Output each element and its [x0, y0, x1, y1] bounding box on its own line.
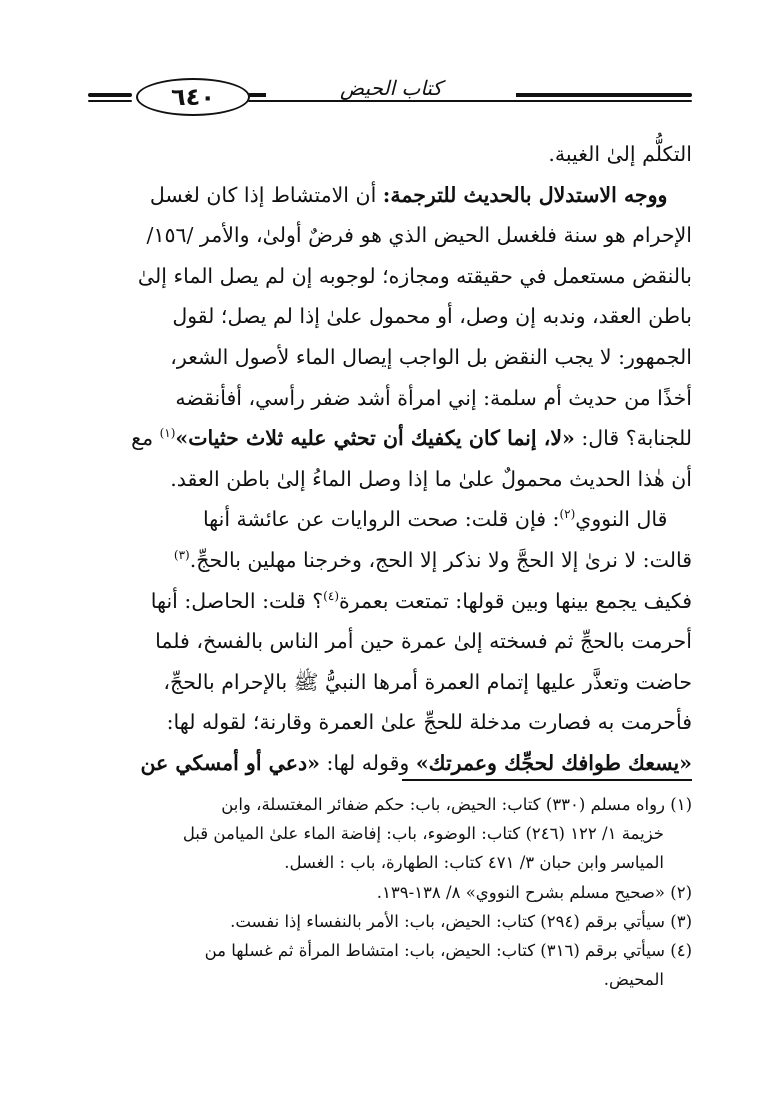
page-header [88, 72, 692, 122]
footnote-1-cont: المياسر وابن حبان ٣/ ٤٧١ كتاب: الطهارة، باب : الغسل. [284, 853, 664, 873]
text-line [100, 540, 692, 581]
footnote-marker: (١) [159, 426, 176, 441]
footnote-marker: (٢) [559, 507, 576, 522]
text-span: للجنابة؟ قال: [574, 426, 692, 451]
text-line: بالنقض مستعمل في حقيقته ومجازه؛ لوجوبه إن لم يصل الماء إلىٰ [137, 263, 692, 288]
text-span: ؟ قلت: الحاصل: أنها [150, 588, 324, 613]
bold-phrase: ووجه الاستدلال بالحديث للترجمة: [382, 182, 668, 207]
text-span: قالت: لا نرىٰ إلا الحجَّ ولا نذكر إلا الحج، وخرجنا مهلين بالحجِّ. [189, 547, 692, 572]
footnote-4: (٤) سيأتي برقم (٣١٦) كتاب: الحيض، باب: امتشاط المرأة ثم غسلها من [204, 941, 692, 961]
text-span: : فإن قلت: صحت الروايات عن عائشة أنها [202, 507, 560, 532]
footnote-1-cont: خزيمة ١/ ١٢٢ (٢٤٦) كتاب: الوضوء، باب: إفاضة الماء علىٰ الميامن قبل [182, 824, 664, 844]
footnotes [100, 790, 692, 994]
footnote-3: (٣) سيأتي برقم (٢٩٤) كتاب: الحيض، باب: الأمر بالنفساء إذا نفست. [230, 911, 692, 931]
page-number: ٦٤٠ [136, 78, 250, 116]
header-rule-right-thin [248, 100, 692, 102]
footnote-marker: (٤) [323, 588, 339, 603]
text-line: الجمهور: لا يجب النقض بل الواجب إيصال الماء لأصول الشعر، [170, 344, 692, 369]
text-span: قال النووي [575, 507, 668, 532]
main-text [100, 134, 692, 784]
text-line [100, 499, 692, 540]
text-line [100, 581, 692, 622]
text-line: فأحرمت به فصارت مدخلة للحجِّ علىٰ العمرة وقارنة؛ لقوله لها: [166, 710, 692, 735]
text-line: الإحرام هو سنة فلغسل الحيض الذي هو فرضٌ أولىٰ، والأمر /١٥٦/ [146, 223, 692, 248]
text-line: أحرمت بالحجِّ ثم فسخته إلىٰ عمرة حين أمر الناس بالفسخ، فلما [155, 629, 692, 654]
header-rule-left [88, 93, 132, 97]
text-line [100, 418, 692, 459]
text-line [100, 175, 692, 216]
text-span: فكيف يجمع بينها وبين قولها: تمتعت بعمرة [339, 588, 692, 613]
text-line: أن هٰذا الحديث محمولٌ علىٰ ما إذا وصل الماءُ إلىٰ باطن العقد. [170, 466, 692, 491]
hadith-quote: «لا، إنما كان يكفيك أن تحثي عليه ثلاث حثيات» [175, 426, 575, 451]
text-line: حاضت وتعذَّر عليها إتمام العمرة أمرها النبيُّ ﷺ بالإحرام بالحجِّ، [163, 669, 692, 694]
footnote-2: (٢) «صحيح مسلم بشرح النووي» ٨/ ١٣٨-١٣٩. [376, 882, 692, 902]
footnote-1: (١) رواه مسلم (٣٣٠) كتاب: الحيض، باب: حكم ضفائر المغتسلة، وابن [221, 795, 692, 814]
hadith-quote: «دعي أو أمسكي عن [140, 750, 320, 775]
text-span: مع [131, 426, 160, 451]
hadith-quote: «يسعك طوافك لحجِّك وعمرتك» [415, 750, 692, 775]
footnote-marker: (٣) [173, 548, 190, 563]
text-span: وقوله لها: [319, 750, 416, 775]
header-rule-left-thin [88, 100, 132, 102]
text-line: التكلُّم إلىٰ الغيبة. [548, 142, 692, 166]
footnote-4-cont: المحيض. [603, 970, 664, 990]
running-title: كتاب الحيض [266, 76, 516, 100]
text-line: باطن العقد، وندبه إن وصل، أو محمول علىٰ إذا لم يصل؛ لقول [172, 304, 692, 329]
text-span: أن الامتشاط إذا كان لغسل [149, 182, 383, 207]
footnote-separator [402, 779, 692, 781]
text-line: أخذًا من حديث أم سلمة: إني امرأة أشد ضفر رأسي، أفأنقضه [175, 385, 692, 410]
text-line [100, 743, 692, 784]
